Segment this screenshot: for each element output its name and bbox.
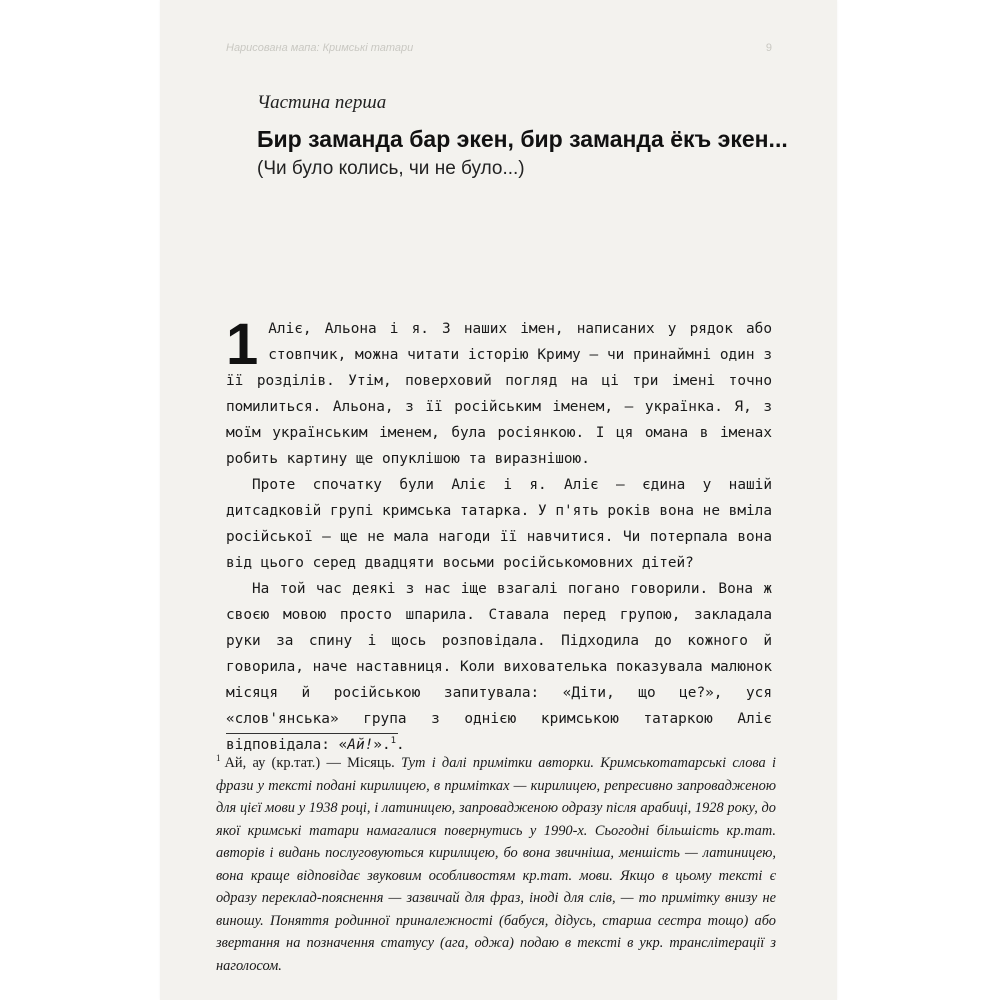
running-head bbox=[226, 42, 772, 54]
footnote-reference[interactable]: 1 bbox=[390, 736, 397, 747]
footnote-text: Тут і далі примітки авторки. Кримськотатарські слова і фрази у тексті подані кирилицею, в примітках — кирилицею, репресивно запровадженою для цієї мови у 1938 році, і латиницею, запровадженою одразу після арабиці, 1928 року, до якої кримські татари намагалися повернутись у 1990-х. Сьогодні більшість кр.тат. авторів і видань послуговуються кирилицею, бо вона звичніша, меншість — латиницею, вона краще відповідає звуковим особливостям кр.тат. мови. Якщо в цьому тексті є одразу переклад-пояснення — зазвичай для фраз, іноді для слів, — то примітку внизу не виношу. Поняття родинної приналежності (бабуся, дідусь, старша сестра тощо) або звертання на позначення статусу (ага, оджа) подаю в тексті в укр. транслітерації з наголосом. bbox=[216, 755, 776, 974]
footnote-term: Ай, ау (кр.тат.) — Місяць. bbox=[224, 755, 395, 771]
book-page bbox=[160, 0, 837, 1000]
paragraph-1-text: Аліє, Альона і я. З наших імен, написаних у рядок або стовпчик, можна читати історію Криму — чи принаймні один з її розділів. Утім, поверховий погляд на ці три імені точно помилиться. Альона, з її російським іменем, — українка. Я, з моїм українським іменем, була росіянкою. І ця омана в іменах робить картину ще опуклішою та виразнішою. bbox=[226, 321, 772, 467]
page-number: 9 bbox=[765, 42, 772, 54]
chapter-subtitle: (Чи було колись, чи не було...) bbox=[257, 158, 525, 179]
paragraph-3 bbox=[226, 576, 772, 758]
final-period: . bbox=[396, 737, 405, 753]
running-head-title: Нарисована мапа: Кримські татари bbox=[226, 42, 414, 54]
paragraph-2: Проте спочатку були Аліє і я. Аліє — єдина у нашій дитсадковій групі кримська татарка. У п'ять років вона не вміла російської — ще не мала нагоди її навчитися. Чи потерпала вона від цього серед двадцяти восьми російськомовних дітей? bbox=[226, 477, 772, 571]
closing-quote: ». bbox=[373, 737, 391, 753]
paragraph-1 bbox=[226, 312, 772, 472]
part-label: Частина перша bbox=[257, 92, 387, 113]
footnote-divider bbox=[226, 733, 398, 734]
body-text bbox=[226, 312, 772, 758]
footnote-marker: 1 bbox=[216, 753, 221, 764]
drop-cap: 1 bbox=[226, 312, 259, 377]
answer-word: Ай! bbox=[347, 737, 374, 753]
footnote bbox=[216, 752, 776, 977]
paragraph-3-text: На той час деякі з нас іще взагалі погано говорили. Вона ж своєю мовою просто шпарила. Ставала перед групою, закладала руки за спину і щось розповідала. Підходила до кожного й говорила, наче наставниця. Коли вихователька показувала малюнок місяця й російською запитувала: «Діти, що це?», уся «слов'янська» група з однією кримською татаркою Аліє відповідала: « bbox=[226, 581, 772, 753]
chapter-title: Бир заманда бар экен, бир заманда ёкъ экен... bbox=[257, 126, 788, 152]
